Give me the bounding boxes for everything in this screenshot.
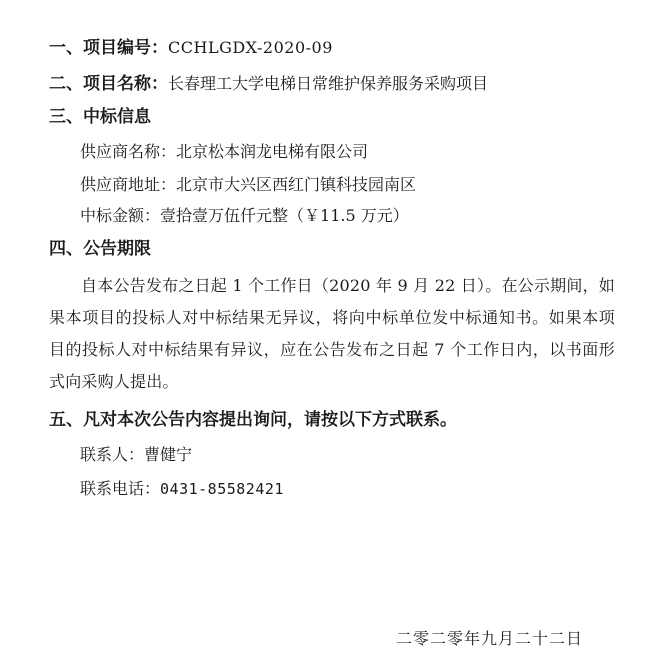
project-number-label: 一、项目编号：	[49, 38, 168, 58]
contact-person-label: 联系人：	[80, 445, 145, 464]
award-amount-value: 壹拾壹万伍仟元整（￥11.5 万元）	[160, 206, 409, 225]
inquiry-heading	[49, 409, 457, 431]
project-number-value: CCHLGDX-2020-09	[168, 38, 333, 57]
contact-person-value: 曹健宁	[144, 445, 193, 464]
notice-period-label: 四、公告期限	[49, 239, 151, 259]
supplier-name-label: 供应商名称：	[80, 142, 177, 161]
notice-period-paragraph: 自本公告发布之日起 1 个工作日（2020 年 9 月 22 日）。在公示期间，如果本项目的投标人对中标结果无异议，将向中标单位发中标通知书。如果本项目的投标人对中标结果有异议，应在公告发布之日起 7 个工作日内，以书面形式向采购人提出。	[49, 276, 615, 391]
award-amount-row	[80, 205, 409, 227]
award-info-heading	[49, 106, 151, 128]
supplier-address-label: 供应商地址：	[80, 175, 177, 194]
project-name-heading	[49, 73, 488, 95]
project-number-heading	[49, 37, 333, 59]
supplier-name-row	[80, 141, 368, 163]
supplier-address-row	[80, 174, 416, 196]
award-info-label: 三、中标信息	[49, 107, 151, 127]
contact-phone-row	[80, 478, 284, 500]
notice-period-heading	[49, 238, 151, 260]
contact-person-row	[80, 444, 192, 466]
project-name-value: 长春理工大学电梯日常维护保养服务采购项目	[168, 74, 489, 93]
award-amount-label: 中标金额：	[80, 206, 161, 225]
contact-phone-label: 联系电话：	[80, 479, 161, 498]
contact-phone-value: 0431-85582421	[160, 480, 284, 498]
announcement-date: 二零二零年九月二十二日	[396, 629, 584, 648]
supplier-name-value: 北京松本润龙电梯有限公司	[176, 142, 369, 161]
project-name-label: 二、项目名称：	[49, 74, 168, 94]
inquiry-label: 五、凡对本次公告内容提出询问，请按以下方式联系。	[49, 410, 457, 430]
supplier-address-value: 北京市大兴区西红门镇科技园南区	[176, 175, 417, 194]
